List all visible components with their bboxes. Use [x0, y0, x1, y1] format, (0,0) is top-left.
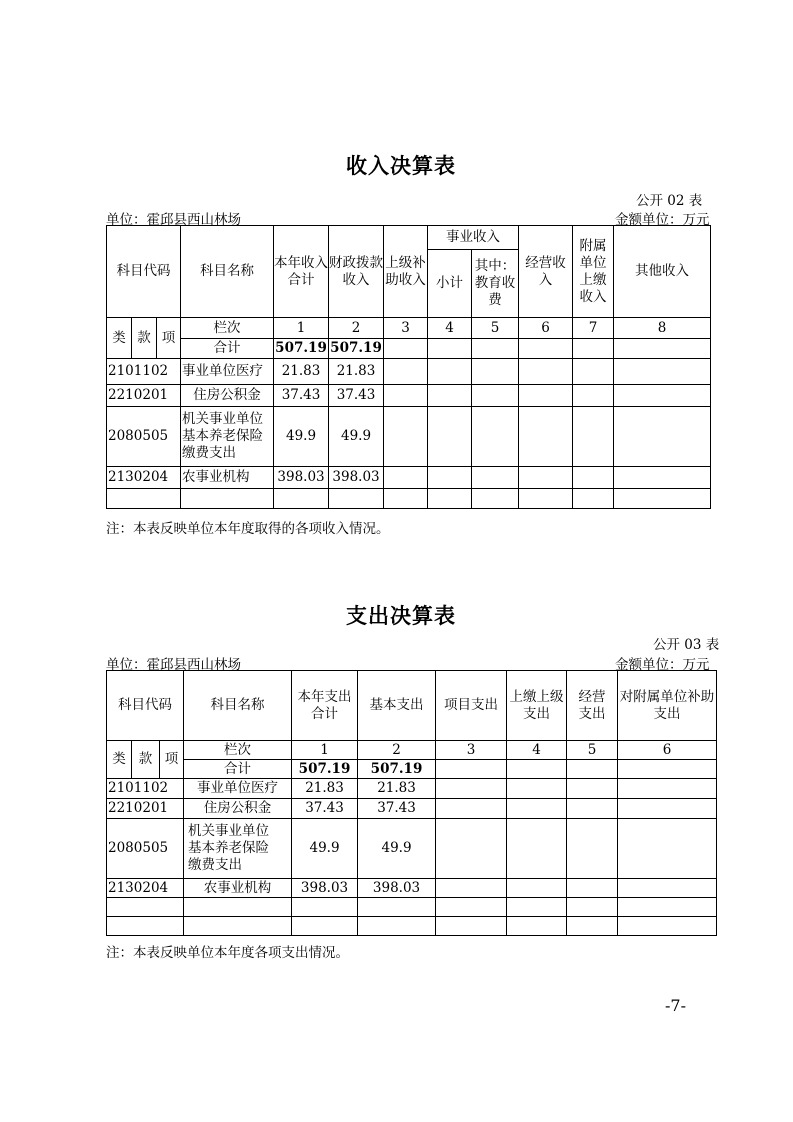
table-row	[107, 467, 711, 489]
expense-note: 注：本表反映单位本年度各项支出情况。	[106, 945, 349, 961]
row-name: 机关事业单位基本养老保险缴费支出	[184, 819, 292, 879]
income-col-number: 4	[428, 318, 472, 339]
row-total: 21.83	[292, 779, 358, 799]
expense-header-upper: 上缴上级支出	[507, 671, 567, 741]
income-sum-label: 合计	[181, 339, 274, 359]
row-name: 事业单位医疗	[181, 359, 274, 385]
expense-header-name: 科目名称	[184, 671, 292, 741]
row-total: 398.03	[274, 467, 329, 489]
income-title: 收入决算表	[346, 154, 456, 178]
row-basic: 37.43	[358, 799, 436, 819]
table-row-empty	[107, 917, 717, 936]
row-code: 2101102	[107, 359, 181, 385]
row-total: 37.43	[292, 799, 358, 819]
expense-title: 支出决算表	[346, 604, 456, 628]
row-total: 49.9	[292, 819, 358, 879]
income-sum-row	[107, 339, 711, 359]
expense-sum-row	[107, 760, 717, 779]
expense-col-number: 6	[618, 741, 717, 760]
expense-header-basic: 基本支出	[358, 671, 436, 741]
income-header-name: 科目名称	[181, 226, 274, 318]
income-header-fiscal: 财政拨款收入	[329, 226, 384, 318]
page-number: -7-	[665, 996, 686, 1015]
income-note: 注：本表反映单位本年度取得的各项收入情况。	[106, 521, 390, 537]
expense-column-order-label: 栏次	[184, 741, 292, 760]
income-header-affiliated: 附属单位上缴收入	[573, 226, 614, 318]
expense-header-kuan: 款	[132, 741, 160, 779]
income-header-kuan: 款	[132, 318, 157, 359]
income-col-number: 1	[274, 318, 329, 339]
income-header-upper: 上级补助收入	[384, 226, 428, 318]
row-fiscal: 49.9	[329, 407, 384, 467]
income-amount-unit: 金额单位：万元	[615, 212, 710, 228]
table-row	[107, 879, 717, 898]
row-basic: 398.03	[358, 879, 436, 898]
expense-header-lei: 类	[107, 741, 132, 779]
row-fiscal: 398.03	[329, 467, 384, 489]
table-row	[107, 799, 717, 819]
income-col-number: 6	[519, 318, 573, 339]
income-sum-fiscal: 507.19	[329, 339, 384, 359]
row-total: 398.03	[292, 879, 358, 898]
row-name: 农事业机构	[181, 467, 274, 489]
row-code: 2101102	[107, 779, 184, 799]
income-header-subtotal: 小计	[428, 250, 472, 318]
row-name: 住房公积金	[181, 385, 274, 407]
expense-unit: 单位：霍邱县西山林场	[106, 657, 241, 673]
row-fiscal: 21.83	[329, 359, 384, 385]
expense-table	[106, 670, 717, 936]
expense-sum-basic: 507.19	[358, 760, 436, 779]
expense-header-total: 本年支出合计	[292, 671, 358, 741]
income-col-number: 7	[573, 318, 614, 339]
expense-header-affiliated: 对附属单位补助支出	[618, 671, 717, 741]
expense-sum-total: 507.19	[292, 760, 358, 779]
expense-col-number: 1	[292, 741, 358, 760]
expense-header-xiang: 项	[160, 741, 184, 779]
row-code: 2210201	[107, 385, 181, 407]
income-header-other: 其他收入	[614, 226, 711, 318]
row-total: 21.83	[274, 359, 329, 385]
income-col-number: 3	[384, 318, 428, 339]
income-col-number: 2	[329, 318, 384, 339]
income-header-total: 本年收入合计	[274, 226, 329, 318]
income-table-no: 公开 02 表	[636, 193, 703, 209]
income-header-code: 科目代码	[107, 226, 181, 318]
table-row	[107, 819, 717, 879]
income-header-xiang: 项	[157, 318, 181, 359]
row-code: 2130204	[107, 879, 184, 898]
expense-header-operating: 经营支出	[567, 671, 618, 741]
row-code: 2080505	[107, 819, 184, 879]
table-row	[107, 407, 711, 467]
expense-col-number: 5	[567, 741, 618, 760]
expense-header-code: 科目代码	[107, 671, 184, 741]
income-header-lei: 类	[107, 318, 132, 359]
table-row	[107, 779, 717, 799]
income-header-education: 其中：教育收费	[472, 250, 519, 318]
row-name: 住房公积金	[184, 799, 292, 819]
income-col-number: 8	[614, 318, 711, 339]
table-row-empty	[107, 898, 717, 917]
row-basic: 49.9	[358, 819, 436, 879]
row-code: 2210201	[107, 799, 184, 819]
expense-header-project: 项目支出	[436, 671, 507, 741]
table-row	[107, 385, 711, 407]
row-name: 农事业机构	[184, 879, 292, 898]
expense-col-number: 4	[507, 741, 567, 760]
income-unit: 单位：霍邱县西山林场	[106, 212, 241, 228]
income-sum-total: 507.19	[274, 339, 329, 359]
row-total: 49.9	[274, 407, 329, 467]
row-fiscal: 37.43	[329, 385, 384, 407]
expense-sum-label: 合计	[184, 760, 292, 779]
row-code: 2080505	[107, 407, 181, 467]
table-row-empty	[107, 489, 711, 509]
income-header-business: 事业收入	[428, 226, 519, 250]
income-col-number: 5	[472, 318, 519, 339]
expense-table-no: 公开 03 表	[653, 637, 720, 653]
income-column-order-label: 栏次	[181, 318, 274, 339]
expense-col-number: 3	[436, 741, 507, 760]
row-total: 37.43	[274, 385, 329, 407]
income-header-operating: 经营收入	[519, 226, 573, 318]
income-table	[106, 225, 711, 509]
row-code: 2130204	[107, 467, 181, 489]
expense-col-number: 2	[358, 741, 436, 760]
row-basic: 21.83	[358, 779, 436, 799]
expense-amount-unit: 金额单位：万元	[615, 657, 710, 673]
row-name: 事业单位医疗	[184, 779, 292, 799]
row-name: 机关事业单位基本养老保险缴费支出	[181, 407, 274, 467]
table-row	[107, 359, 711, 385]
